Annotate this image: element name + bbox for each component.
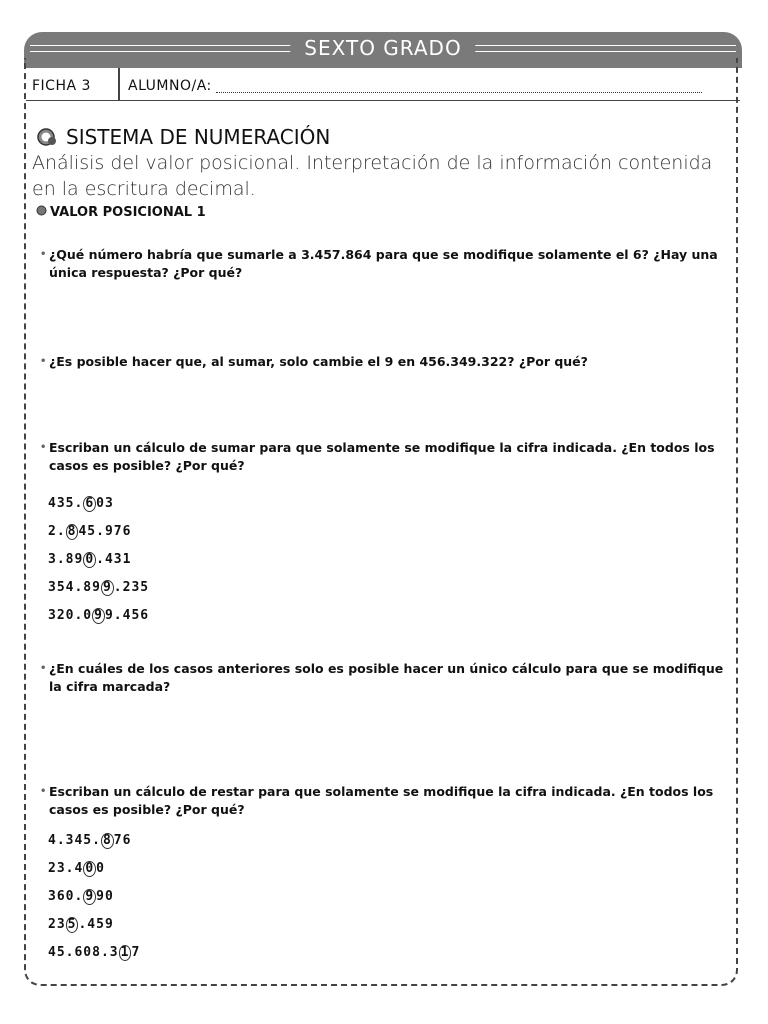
bullet-icon: • <box>40 442 47 453</box>
question-3 <box>40 439 740 475</box>
bullet-icon: • <box>40 356 47 367</box>
sum-number-3: 3.89 0 .431 <box>48 552 132 567</box>
ficha-row <box>26 68 740 101</box>
sub-number-1: 4.345. 8 76 <box>48 833 132 848</box>
sub-number-4: 23 5 .459 <box>48 917 114 932</box>
magnifier-icon <box>36 126 62 148</box>
bullet-icon: • <box>40 249 47 260</box>
question-1 <box>40 246 740 282</box>
question-4 <box>40 660 740 696</box>
subheading-text: VALOR POSICIONAL 1 <box>50 205 206 220</box>
sum-number-4: 354.89 9 .235 <box>48 580 150 595</box>
ficha-divider <box>118 68 120 100</box>
dot-icon <box>36 205 47 220</box>
question-text: Escriban un cálculo de sumar para que solamente se modifique la cifra indicada. ¿En todos los casos es posible? ¿Por qué? <box>49 440 715 473</box>
question-text: ¿Es posible hacer que, al sumar, solo cambie el 9 en 456.349.322? ¿Por qué? <box>49 354 588 369</box>
sum-number-5: 320.0 9 9.456 <box>48 608 150 623</box>
grade-title: SEXTO GRADO <box>290 36 475 60</box>
sum-number-1: 435. 6 03 <box>48 496 114 511</box>
sub-number-5: 45.608.3 1 7 <box>48 945 141 960</box>
section-subtitle: Análisis del valor posicional. Interpretación de la información contenida en la escritura decimal. <box>32 152 713 200</box>
section-title <box>36 125 330 149</box>
bullet-icon: • <box>40 663 47 674</box>
alumno-label: ALUMNO/A: <box>128 78 212 94</box>
sum-number-2: 2. 8 45.976 <box>48 524 132 539</box>
section-title-text: SISTEMA DE NUMERACIÓN <box>66 125 331 149</box>
subheading <box>36 205 206 220</box>
alumno-name-field[interactable] <box>216 92 702 93</box>
question-5 <box>40 783 740 819</box>
bullet-icon: • <box>40 786 47 797</box>
ficha-label: FICHA 3 <box>32 78 91 94</box>
question-text: ¿Qué número habría que sumarle a 3.457.864 para que se modifique solamente el 6? ¿Hay una única respuesta? ¿Por qué? <box>49 247 718 280</box>
question-text: ¿En cuáles de los casos anteriores solo es posible hacer un único cálculo para que se modifique la cifra marcada? <box>49 661 724 694</box>
question-text: Escriban un cálculo de restar para que solamente se modifique la cifra indicada. ¿En todos los casos es posible? ¿Por qué? <box>49 784 714 817</box>
sub-number-3: 360. 9 90 <box>48 889 114 904</box>
sub-number-2: 23.4 0 0 <box>48 861 105 876</box>
question-2 <box>40 353 740 371</box>
